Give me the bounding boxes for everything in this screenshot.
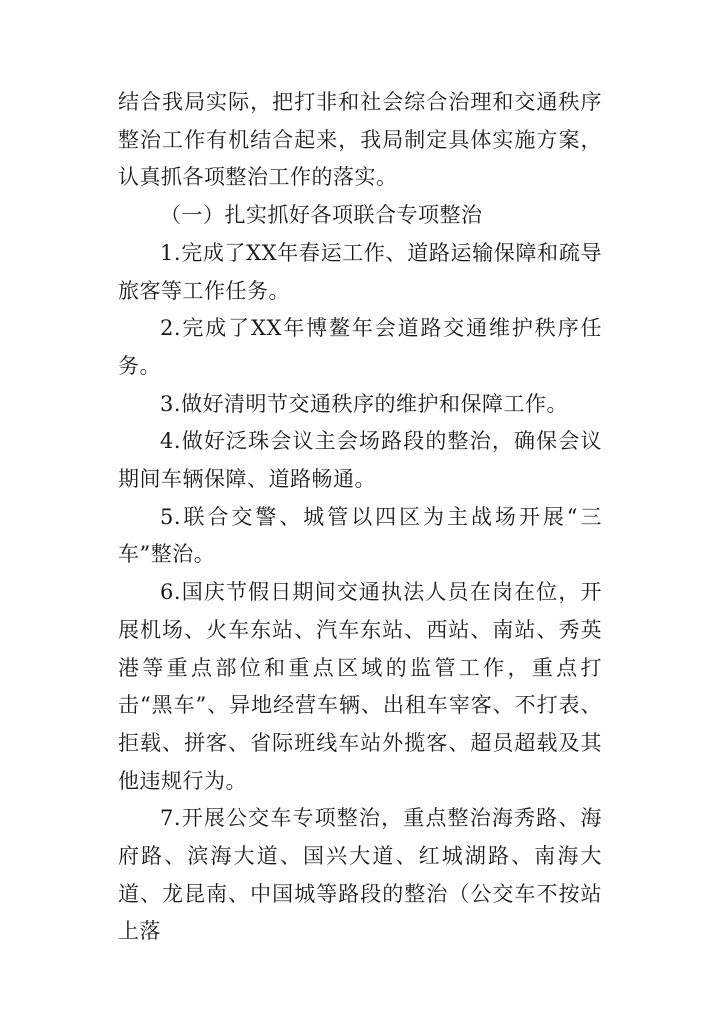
paragraph-intro-continuation: 结合我局实际，把打非和社会综合治理和交通秩序整治工作有机结合起来，我局制定具体实施方案，认真抓各项整治工作的落实。 (118, 90, 602, 190)
list-item-6: 6.国庆节假日期间交通执法人员在岗在位，开展机场、火车东站、汽车东站、西站、南站、秀英港等重点部位和重点区域的监管工作，重点打击“黑车”、异地经营车辆、出租车宰客、不打表、拒载、拼客、省际班线车站外揽客、超员超载及其他违规行为。 (118, 580, 602, 793)
document-body (118, 84, 602, 951)
list-item-1: 1.完成了XX年春运工作、道路运输保障和疏导旅客等工作任务。 (118, 240, 602, 303)
list-item-3: 3.做好清明节交通秩序的维护和保障工作。 (160, 391, 569, 416)
list-item-7: 7.开展公交车专项整治，重点整治海秀路、海府路、滨海大道、国兴大道、红城湖路、南海大道、龙昆南、中国城等路段的整治（公交车不按站上落 (118, 806, 602, 944)
section-heading: （一）扎实抓好各项联合专项整治 (160, 203, 483, 228)
list-item-5: 5.联合交警、城管以四区为主战场开展“三车”整治。 (118, 504, 602, 567)
list-item-2: 2.完成了XX年博鳌年会道路交通维护秩序任务。 (118, 316, 602, 378)
list-item-4: 4.做好泛珠会议主会场路段的整治，确保会议期间车辆保障、道路畅通。 (118, 429, 602, 492)
